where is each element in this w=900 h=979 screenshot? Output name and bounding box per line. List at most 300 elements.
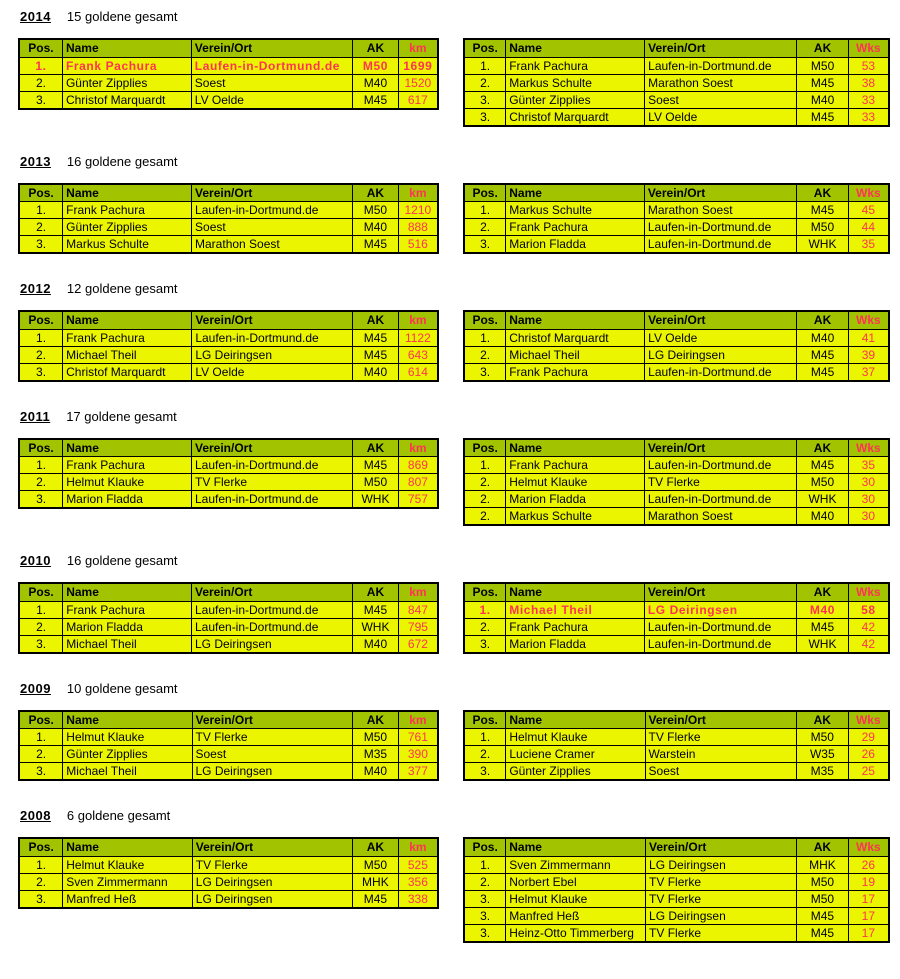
pos-cell: 2. bbox=[19, 74, 62, 91]
name-cell: Frank Pachura bbox=[63, 601, 192, 618]
column-header-pos: Pos. bbox=[464, 439, 506, 457]
pos-cell: 2. bbox=[464, 219, 506, 236]
km-table bbox=[18, 38, 439, 110]
header-row bbox=[464, 439, 889, 457]
column-header-name: Name bbox=[506, 583, 645, 601]
tables-row bbox=[18, 183, 890, 255]
table-row bbox=[464, 618, 889, 635]
value-cell: 45 bbox=[848, 202, 889, 219]
tables-row bbox=[18, 710, 890, 782]
ak-cell: M45 bbox=[353, 236, 399, 254]
pos-cell: 3. bbox=[19, 491, 63, 509]
column-header-name: Name bbox=[506, 39, 645, 57]
year-label: 2009 bbox=[20, 680, 51, 696]
value-cell: 38 bbox=[848, 74, 889, 91]
ak-cell: M40 bbox=[797, 601, 849, 618]
table-row bbox=[19, 890, 438, 908]
header-row bbox=[19, 838, 438, 856]
club-cell: Laufen-in-Dortmund.de bbox=[191, 618, 352, 635]
table-row bbox=[464, 457, 889, 474]
table-row bbox=[19, 346, 438, 363]
column-header-km: km bbox=[398, 711, 438, 729]
column-header-ak: AK bbox=[353, 711, 399, 729]
ak-cell: M40 bbox=[353, 763, 399, 781]
column-header-wks: Wks bbox=[848, 39, 889, 57]
column-header-pos: Pos. bbox=[464, 583, 506, 601]
club-cell: TV Flerke bbox=[644, 474, 796, 491]
year-heading bbox=[20, 680, 890, 697]
pos-cell: 3. bbox=[19, 890, 63, 908]
club-cell: Soest bbox=[645, 91, 797, 108]
tables-row bbox=[18, 438, 890, 527]
name-cell: Frank Pachura bbox=[506, 618, 645, 635]
name-cell: Günter Zipplies bbox=[63, 746, 192, 763]
column-header-pos: Pos. bbox=[19, 39, 62, 57]
name-cell: Marion Fladda bbox=[506, 236, 645, 254]
value-cell: 29 bbox=[848, 729, 889, 746]
table-row bbox=[464, 856, 889, 873]
year-section-2013 bbox=[18, 153, 890, 255]
column-header-pos: Pos. bbox=[19, 583, 63, 601]
pos-cell: 2. bbox=[19, 219, 63, 236]
table-row bbox=[19, 491, 438, 509]
club-cell: LV Oelde bbox=[191, 91, 353, 109]
table-row bbox=[19, 329, 438, 346]
club-cell: LG Deiringsen bbox=[192, 346, 353, 363]
ak-cell: M50 bbox=[353, 57, 398, 74]
ak-cell: M45 bbox=[797, 108, 848, 126]
column-header-vereinort: Verein/Ort bbox=[645, 711, 796, 729]
ak-cell: M45 bbox=[797, 924, 849, 942]
column-header-name: Name bbox=[63, 711, 192, 729]
pos-cell: 1. bbox=[19, 329, 63, 346]
pos-cell: 1. bbox=[19, 457, 63, 474]
name-cell: Marion Fladda bbox=[63, 618, 192, 635]
ak-cell: M50 bbox=[797, 474, 849, 491]
ak-cell: M45 bbox=[353, 601, 399, 618]
name-cell: Marion Fladda bbox=[506, 635, 645, 653]
pos-cell: 3. bbox=[19, 635, 63, 653]
column-header-vereinort: Verein/Ort bbox=[191, 583, 352, 601]
value-cell: 30 bbox=[848, 491, 889, 508]
year-heading bbox=[20, 552, 890, 569]
column-header-wks: Wks bbox=[848, 583, 889, 601]
value-cell: 53 bbox=[848, 57, 889, 74]
club-cell: Soest bbox=[191, 74, 353, 91]
table-row bbox=[19, 91, 438, 109]
table-row bbox=[19, 729, 438, 746]
name-cell: Norbert Ebel bbox=[506, 873, 646, 890]
ak-cell: MHK bbox=[797, 856, 849, 873]
value-cell: 643 bbox=[398, 346, 438, 363]
club-cell: LV Oelde bbox=[192, 363, 353, 381]
column-header-ak: AK bbox=[353, 583, 399, 601]
pos-cell: 3. bbox=[19, 363, 63, 381]
column-header-vereinort: Verein/Ort bbox=[646, 838, 797, 856]
club-cell: Marathon Soest bbox=[645, 74, 797, 91]
club-cell: Laufen-in-Dortmund.de bbox=[191, 491, 352, 509]
pos-cell: 3. bbox=[464, 91, 506, 108]
header-row bbox=[464, 39, 889, 57]
column-header-pos: Pos. bbox=[19, 711, 63, 729]
column-header-ak: AK bbox=[797, 39, 848, 57]
column-header-pos: Pos. bbox=[19, 838, 63, 856]
year-subtitle: 10 goldene gesamt bbox=[66, 680, 178, 696]
km-table bbox=[18, 438, 439, 510]
table-row bbox=[19, 873, 438, 890]
club-cell: Laufen-in-Dortmund.de bbox=[192, 329, 353, 346]
value-cell: 42 bbox=[848, 618, 889, 635]
value-cell: 26 bbox=[848, 856, 889, 873]
year-heading bbox=[20, 280, 890, 297]
table-row bbox=[464, 329, 889, 346]
name-cell: Christof Marquardt bbox=[62, 91, 191, 109]
column-header-ak: AK bbox=[353, 838, 399, 856]
year-subtitle: 17 goldene gesamt bbox=[66, 408, 177, 424]
column-header-ak: AK bbox=[797, 583, 849, 601]
table-row bbox=[19, 763, 438, 781]
name-cell: Sven Zimmermann bbox=[506, 856, 646, 873]
table-row bbox=[464, 57, 889, 74]
value-cell: 25 bbox=[848, 763, 889, 781]
pos-cell: 2. bbox=[19, 746, 63, 763]
year-section-2011 bbox=[18, 408, 890, 527]
header-row bbox=[19, 711, 438, 729]
club-cell: LG Deiringsen bbox=[192, 873, 352, 890]
tables-row bbox=[18, 310, 890, 382]
header-row bbox=[19, 311, 438, 329]
pos-cell: 2. bbox=[19, 873, 63, 890]
name-cell: Markus Schulte bbox=[506, 74, 645, 91]
value-cell: 614 bbox=[398, 363, 438, 381]
name-cell: Helmut Klauke bbox=[506, 474, 645, 491]
ak-cell: M45 bbox=[353, 346, 398, 363]
table-row bbox=[19, 219, 438, 236]
value-cell: 41 bbox=[848, 329, 889, 346]
ak-cell: M45 bbox=[353, 890, 399, 908]
name-cell: Marion Fladda bbox=[63, 491, 192, 509]
year-label: 2013 bbox=[20, 153, 51, 169]
pos-cell: 2. bbox=[464, 746, 506, 763]
ak-cell: M35 bbox=[353, 746, 399, 763]
club-cell: Laufen-in-Dortmund.de bbox=[192, 202, 353, 219]
table-row bbox=[464, 346, 889, 363]
name-cell: Günter Zipplies bbox=[506, 763, 645, 781]
club-cell: Marathon Soest bbox=[644, 202, 796, 219]
name-cell: Helmut Klauke bbox=[506, 890, 646, 907]
column-header-vereinort: Verein/Ort bbox=[192, 838, 352, 856]
table-row bbox=[19, 746, 438, 763]
table-row bbox=[19, 74, 438, 91]
name-cell: Frank Pachura bbox=[63, 329, 192, 346]
name-cell: Markus Schulte bbox=[506, 202, 645, 219]
column-header-km: km bbox=[398, 439, 438, 457]
ak-cell: M40 bbox=[353, 363, 398, 381]
club-cell: Laufen-in-Dortmund.de bbox=[644, 635, 796, 653]
header-row bbox=[464, 711, 889, 729]
value-cell: 795 bbox=[398, 618, 438, 635]
tables-row bbox=[18, 837, 890, 943]
wks-table bbox=[463, 710, 890, 782]
column-header-km: km bbox=[398, 838, 438, 856]
pos-cell: 1. bbox=[19, 57, 62, 74]
column-header-pos: Pos. bbox=[464, 311, 506, 329]
table-row bbox=[464, 202, 889, 219]
table-row bbox=[19, 363, 438, 381]
value-cell: 1210 bbox=[398, 202, 438, 219]
km-table bbox=[18, 710, 439, 782]
table-row bbox=[464, 508, 889, 526]
pos-cell: 1. bbox=[464, 329, 506, 346]
column-header-pos: Pos. bbox=[19, 439, 63, 457]
ak-cell: M45 bbox=[797, 346, 848, 363]
club-cell: Laufen-in-Dortmund.de bbox=[644, 457, 796, 474]
pos-cell: 2. bbox=[464, 346, 506, 363]
ak-cell: M40 bbox=[353, 219, 399, 236]
wks-table bbox=[463, 837, 890, 943]
column-header-ak: AK bbox=[797, 184, 849, 202]
column-header-km: km bbox=[398, 184, 438, 202]
name-cell: Manfred Heß bbox=[63, 890, 193, 908]
column-header-wks: Wks bbox=[848, 439, 889, 457]
name-cell: Christof Marquardt bbox=[506, 108, 645, 126]
name-cell: Sven Zimmermann bbox=[63, 873, 193, 890]
pos-cell: 2. bbox=[19, 474, 63, 491]
column-header-vereinort: Verein/Ort bbox=[644, 439, 796, 457]
value-cell: 888 bbox=[398, 219, 438, 236]
table-row bbox=[19, 856, 438, 873]
year-heading bbox=[20, 408, 890, 425]
pos-cell: 3. bbox=[464, 635, 506, 653]
value-cell: 17 bbox=[848, 890, 889, 907]
club-cell: LG Deiringsen bbox=[644, 601, 796, 618]
pos-cell: 3. bbox=[464, 890, 506, 907]
tables-row bbox=[18, 38, 890, 127]
name-cell: Luciene Cramer bbox=[506, 746, 645, 763]
pos-cell: 1. bbox=[19, 202, 63, 219]
column-header-ak: AK bbox=[353, 184, 399, 202]
km-table bbox=[18, 582, 439, 654]
table-row bbox=[464, 763, 889, 781]
header-row bbox=[19, 439, 438, 457]
column-header-vereinort: Verein/Ort bbox=[645, 39, 797, 57]
wks-table bbox=[463, 183, 890, 255]
ak-cell: M50 bbox=[796, 729, 848, 746]
pos-cell: 3. bbox=[464, 763, 506, 781]
pos-cell: 1. bbox=[464, 57, 506, 74]
column-header-pos: Pos. bbox=[19, 184, 63, 202]
value-cell: 1699 bbox=[398, 57, 438, 74]
column-header-name: Name bbox=[63, 838, 193, 856]
name-cell: Helmut Klauke bbox=[506, 729, 645, 746]
header-row bbox=[19, 583, 438, 601]
value-cell: 672 bbox=[398, 635, 438, 653]
name-cell: Michael Theil bbox=[63, 346, 192, 363]
header-row bbox=[464, 583, 889, 601]
name-cell: Frank Pachura bbox=[506, 363, 645, 381]
pos-cell: 1. bbox=[464, 202, 506, 219]
year-label: 2011 bbox=[20, 408, 51, 424]
column-header-name: Name bbox=[506, 184, 645, 202]
ak-cell: M45 bbox=[797, 618, 849, 635]
value-cell: 39 bbox=[848, 346, 889, 363]
year-subtitle: 15 goldene gesamt bbox=[66, 9, 178, 24]
club-cell: TV Flerke bbox=[646, 873, 797, 890]
column-header-pos: Pos. bbox=[464, 838, 506, 856]
wks-table bbox=[463, 582, 890, 654]
pos-cell: 1. bbox=[464, 457, 506, 474]
year-heading bbox=[20, 153, 890, 170]
name-cell: Michael Theil bbox=[506, 601, 645, 618]
column-header-ak: AK bbox=[796, 711, 848, 729]
header-row bbox=[464, 311, 889, 329]
ak-cell: M50 bbox=[353, 856, 399, 873]
pos-cell: 3. bbox=[464, 924, 506, 942]
pos-cell: 3. bbox=[464, 236, 506, 254]
club-cell: TV Flerke bbox=[192, 856, 352, 873]
column-header-name: Name bbox=[506, 311, 645, 329]
pos-cell: 1. bbox=[464, 856, 506, 873]
table-row bbox=[19, 635, 438, 653]
year-subtitle: 6 goldene gesamt bbox=[66, 808, 171, 823]
column-header-name: Name bbox=[62, 39, 191, 57]
column-header-km: km bbox=[398, 39, 438, 57]
ak-cell: MHK bbox=[353, 873, 399, 890]
year-section-2009 bbox=[18, 680, 890, 782]
club-cell: Soest bbox=[192, 219, 353, 236]
club-cell: TV Flerke bbox=[191, 474, 352, 491]
year-heading bbox=[20, 8, 890, 25]
pos-cell: 3. bbox=[19, 236, 63, 254]
value-cell: 807 bbox=[398, 474, 438, 491]
column-header-name: Name bbox=[506, 439, 645, 457]
club-cell: Laufen-in-Dortmund.de bbox=[191, 57, 353, 74]
ak-cell: WHK bbox=[797, 236, 849, 254]
wks-table bbox=[463, 38, 890, 127]
column-header-name: Name bbox=[506, 838, 646, 856]
column-header-vereinort: Verein/Ort bbox=[645, 311, 797, 329]
year-section-2012 bbox=[18, 280, 890, 382]
name-cell: Helmut Klauke bbox=[63, 856, 193, 873]
club-cell: Laufen-in-Dortmund.de bbox=[644, 219, 796, 236]
column-header-wks: Wks bbox=[848, 711, 889, 729]
wks-table bbox=[463, 438, 890, 527]
column-header-vereinort: Verein/Ort bbox=[191, 439, 352, 457]
value-cell: 30 bbox=[848, 508, 889, 526]
column-header-vereinort: Verein/Ort bbox=[644, 184, 796, 202]
ak-cell: WHK bbox=[797, 635, 849, 653]
table-row bbox=[464, 236, 889, 254]
pos-cell: 2. bbox=[464, 873, 506, 890]
value-cell: 58 bbox=[848, 601, 889, 618]
club-cell: Laufen-in-Dortmund.de bbox=[645, 57, 797, 74]
name-cell: Günter Zipplies bbox=[62, 74, 191, 91]
ak-cell: M50 bbox=[797, 219, 849, 236]
club-cell: LG Deiringsen bbox=[191, 635, 352, 653]
column-header-vereinort: Verein/Ort bbox=[192, 184, 353, 202]
club-cell: Soest bbox=[192, 746, 353, 763]
ak-cell: M45 bbox=[797, 907, 849, 924]
name-cell: Frank Pachura bbox=[506, 57, 645, 74]
table-row bbox=[464, 91, 889, 108]
club-cell: Laufen-in-Dortmund.de bbox=[191, 457, 352, 474]
club-cell: LG Deiringsen bbox=[192, 890, 352, 908]
value-cell: 17 bbox=[848, 907, 889, 924]
value-cell: 390 bbox=[398, 746, 438, 763]
ak-cell: WHK bbox=[797, 491, 849, 508]
value-cell: 35 bbox=[848, 457, 889, 474]
value-cell: 44 bbox=[848, 219, 889, 236]
value-cell: 33 bbox=[848, 108, 889, 126]
club-cell: Laufen-in-Dortmund.de bbox=[645, 363, 797, 381]
club-cell: LG Deiringsen bbox=[646, 907, 797, 924]
name-cell: Markus Schulte bbox=[506, 508, 645, 526]
year-subtitle: 16 goldene gesamt bbox=[66, 553, 178, 568]
name-cell: Frank Pachura bbox=[506, 457, 645, 474]
name-cell: Frank Pachura bbox=[506, 219, 645, 236]
club-cell: Laufen-in-Dortmund.de bbox=[191, 601, 352, 618]
club-cell: TV Flerke bbox=[646, 924, 797, 942]
club-cell: Marathon Soest bbox=[192, 236, 353, 254]
table-row bbox=[464, 601, 889, 618]
value-cell: 1520 bbox=[398, 74, 438, 91]
name-cell: Heinz-Otto Timmerberg bbox=[506, 924, 646, 942]
column-header-name: Name bbox=[63, 439, 192, 457]
year-section-2008 bbox=[18, 807, 890, 943]
year-label: 2012 bbox=[20, 281, 51, 296]
pos-cell: 2. bbox=[464, 618, 506, 635]
ak-cell: M35 bbox=[796, 763, 848, 781]
ak-cell: M50 bbox=[797, 873, 849, 890]
column-header-pos: Pos. bbox=[19, 311, 63, 329]
club-cell: Marathon Soest bbox=[644, 508, 796, 526]
year-heading bbox=[20, 807, 890, 824]
ak-cell: M50 bbox=[353, 202, 399, 219]
name-cell: Marion Fladda bbox=[506, 491, 645, 508]
ak-cell: W35 bbox=[796, 746, 848, 763]
name-cell: Markus Schulte bbox=[63, 236, 192, 254]
value-cell: 761 bbox=[398, 729, 438, 746]
year-label: 2008 bbox=[20, 808, 51, 823]
km-table bbox=[18, 310, 439, 382]
value-cell: 17 bbox=[848, 924, 889, 942]
column-header-pos: Pos. bbox=[464, 711, 506, 729]
club-cell: LV Oelde bbox=[645, 329, 797, 346]
ak-cell: M45 bbox=[797, 74, 848, 91]
name-cell: Christof Marquardt bbox=[506, 329, 645, 346]
club-cell: TV Flerke bbox=[192, 729, 353, 746]
name-cell: Günter Zipplies bbox=[63, 219, 192, 236]
name-cell: Frank Pachura bbox=[63, 457, 192, 474]
club-cell: LV Oelde bbox=[645, 108, 797, 126]
table-row bbox=[464, 219, 889, 236]
table-row bbox=[19, 202, 438, 219]
pos-cell: 3. bbox=[19, 91, 62, 109]
header-row bbox=[19, 39, 438, 57]
header-row bbox=[464, 184, 889, 202]
pos-cell: 2. bbox=[464, 474, 506, 491]
column-header-ak: AK bbox=[353, 311, 398, 329]
column-header-ak: AK bbox=[797, 838, 849, 856]
value-cell: 525 bbox=[398, 856, 438, 873]
column-header-ak: AK bbox=[353, 439, 399, 457]
pos-cell: 3. bbox=[19, 763, 63, 781]
column-header-wks: Wks bbox=[848, 184, 889, 202]
name-cell: Frank Pachura bbox=[62, 57, 191, 74]
club-cell: Laufen-in-Dortmund.de bbox=[644, 618, 796, 635]
column-header-ak: AK bbox=[353, 39, 398, 57]
table-row bbox=[19, 57, 438, 74]
